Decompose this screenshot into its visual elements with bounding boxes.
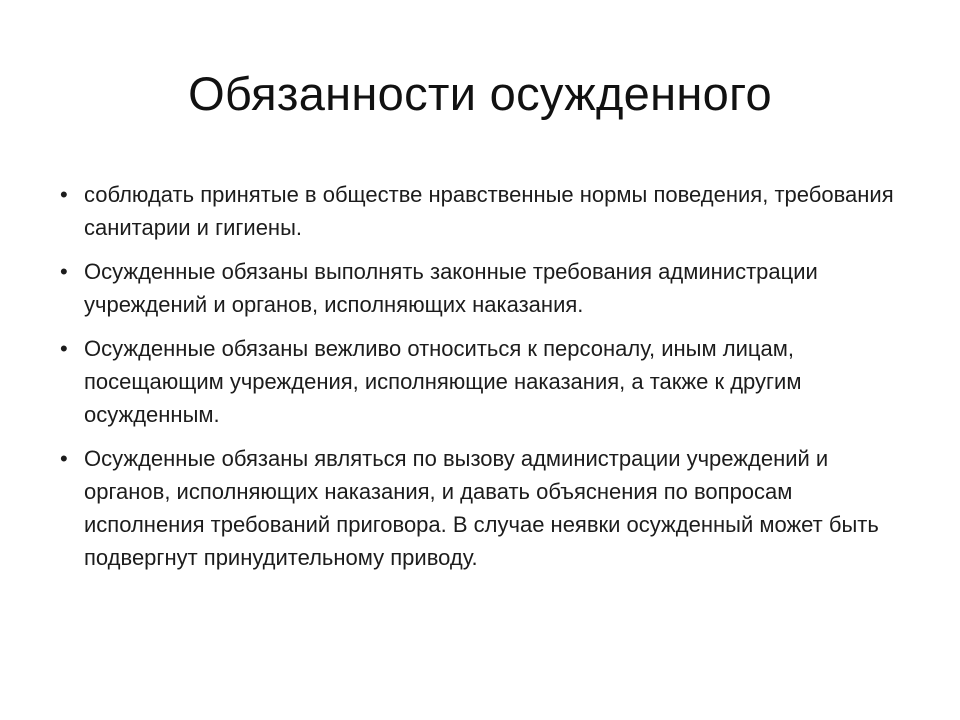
bullet-text: соблюдать принятые в обществе нравственные нормы поведения, требования санитарии и гигиены. [84,182,894,240]
bullet-item [60,332,910,431]
bullet-marker: • [60,259,68,284]
bullet-marker: • [60,182,68,207]
bullet-text: Осужденные обязаны выполнять законные требования администрации учреждений и органов, исполняющих наказания. [84,259,818,317]
bullet-list [60,178,910,585]
bullet-text: Осужденные обязаны являться по вызову администрации учреждений и органов, исполняющих наказания, и давать объяснения по вопросам исполнения требований приговора. В случае неявки осужденный может быть подвергнут принудительному приводу. [84,446,879,570]
bullet-item [60,442,910,574]
slide-title: Обязанности осужденного [188,67,772,120]
bullet-marker: • [60,446,68,471]
bullet-marker: • [60,336,68,361]
bullet-item [60,178,910,244]
bullet-item [60,255,910,321]
bullet-text: Осужденные обязаны вежливо относиться к персоналу, иным лицам, посещающим учреждения, исполняющие наказания, а также к другим осужденным. [84,336,802,427]
